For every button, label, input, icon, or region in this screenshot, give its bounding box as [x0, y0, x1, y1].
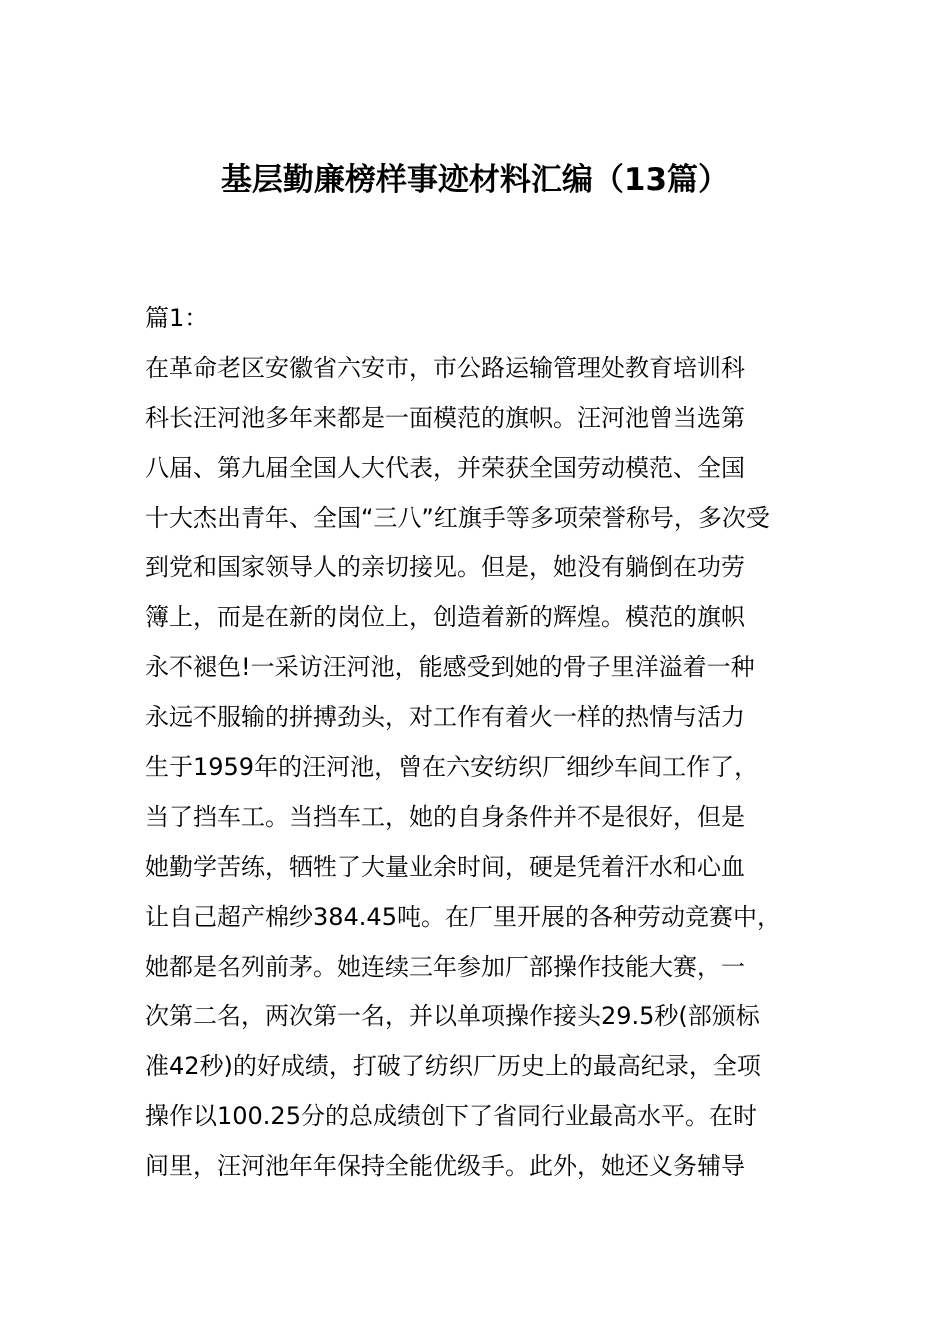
body-line: 永远不服输的拼搏劲头，对工作有着火一样的热情与活力: [145, 703, 745, 732]
body-line: 篇1：: [145, 304, 209, 332]
body-line: 她勤学苦练，牺牲了大量业余时间，硬是凭着汗水和心血: [145, 852, 745, 881]
body-line: 八届、第九届全国人大代表，并荣获全国劳动模范、全国: [145, 453, 745, 482]
body-line: 科长汪河池多年来都是一面模范的旗帜。汪河池曾当选第: [145, 403, 745, 432]
body-line: 在革命老区安徽省六安市，市公路运输管理处教育培训科: [145, 353, 745, 382]
document-body: [145, 294, 845, 1192]
body-line: 十大杰出青年、全国“三八”红旗手等多项荣誉称号，多次受: [145, 503, 770, 532]
body-line: 永不褪色!一采访汪河池，能感受到她的骨子里洋溢着一种: [145, 653, 755, 682]
body-line: 她都是名列前茅。她连续三年参加厂部操作技能大赛，一: [145, 952, 745, 981]
body-line: 次第二名，两次第一名，并以单项操作接头29.5秒(部颁标: [145, 1002, 760, 1031]
body-line: 当了挡车工。当挡车工，她的自身条件并不是很好，但是: [145, 802, 745, 831]
body-line: 生于1959年的汪河池，曾在六安纺织厂细纱车间工作了，: [145, 753, 759, 782]
body-line: 操作以100.25分的总成绩创下了省同行业最高水平。在时: [145, 1102, 757, 1131]
body-line: 让自己超产棉纱384.45吨。在厂里开展的各种劳动竞赛中，: [145, 902, 781, 931]
document-title: 基层勤廉榜样事迹材料汇编（13篇）: [220, 162, 730, 198]
body-line: 间里，汪河池年年保持全能优级手。此外，她还义务辅导: [145, 1152, 745, 1181]
body-line: 簿上，而是在新的岗位上，创造着新的辉煌。模范的旗帜: [145, 603, 745, 632]
body-line: 到党和国家领导人的亲切接见。但是，她没有躺倒在功劳: [145, 553, 745, 582]
body-line: 准42秒)的好成绩，打破了纺织厂历史上的最高纪录，全项: [145, 1052, 761, 1081]
